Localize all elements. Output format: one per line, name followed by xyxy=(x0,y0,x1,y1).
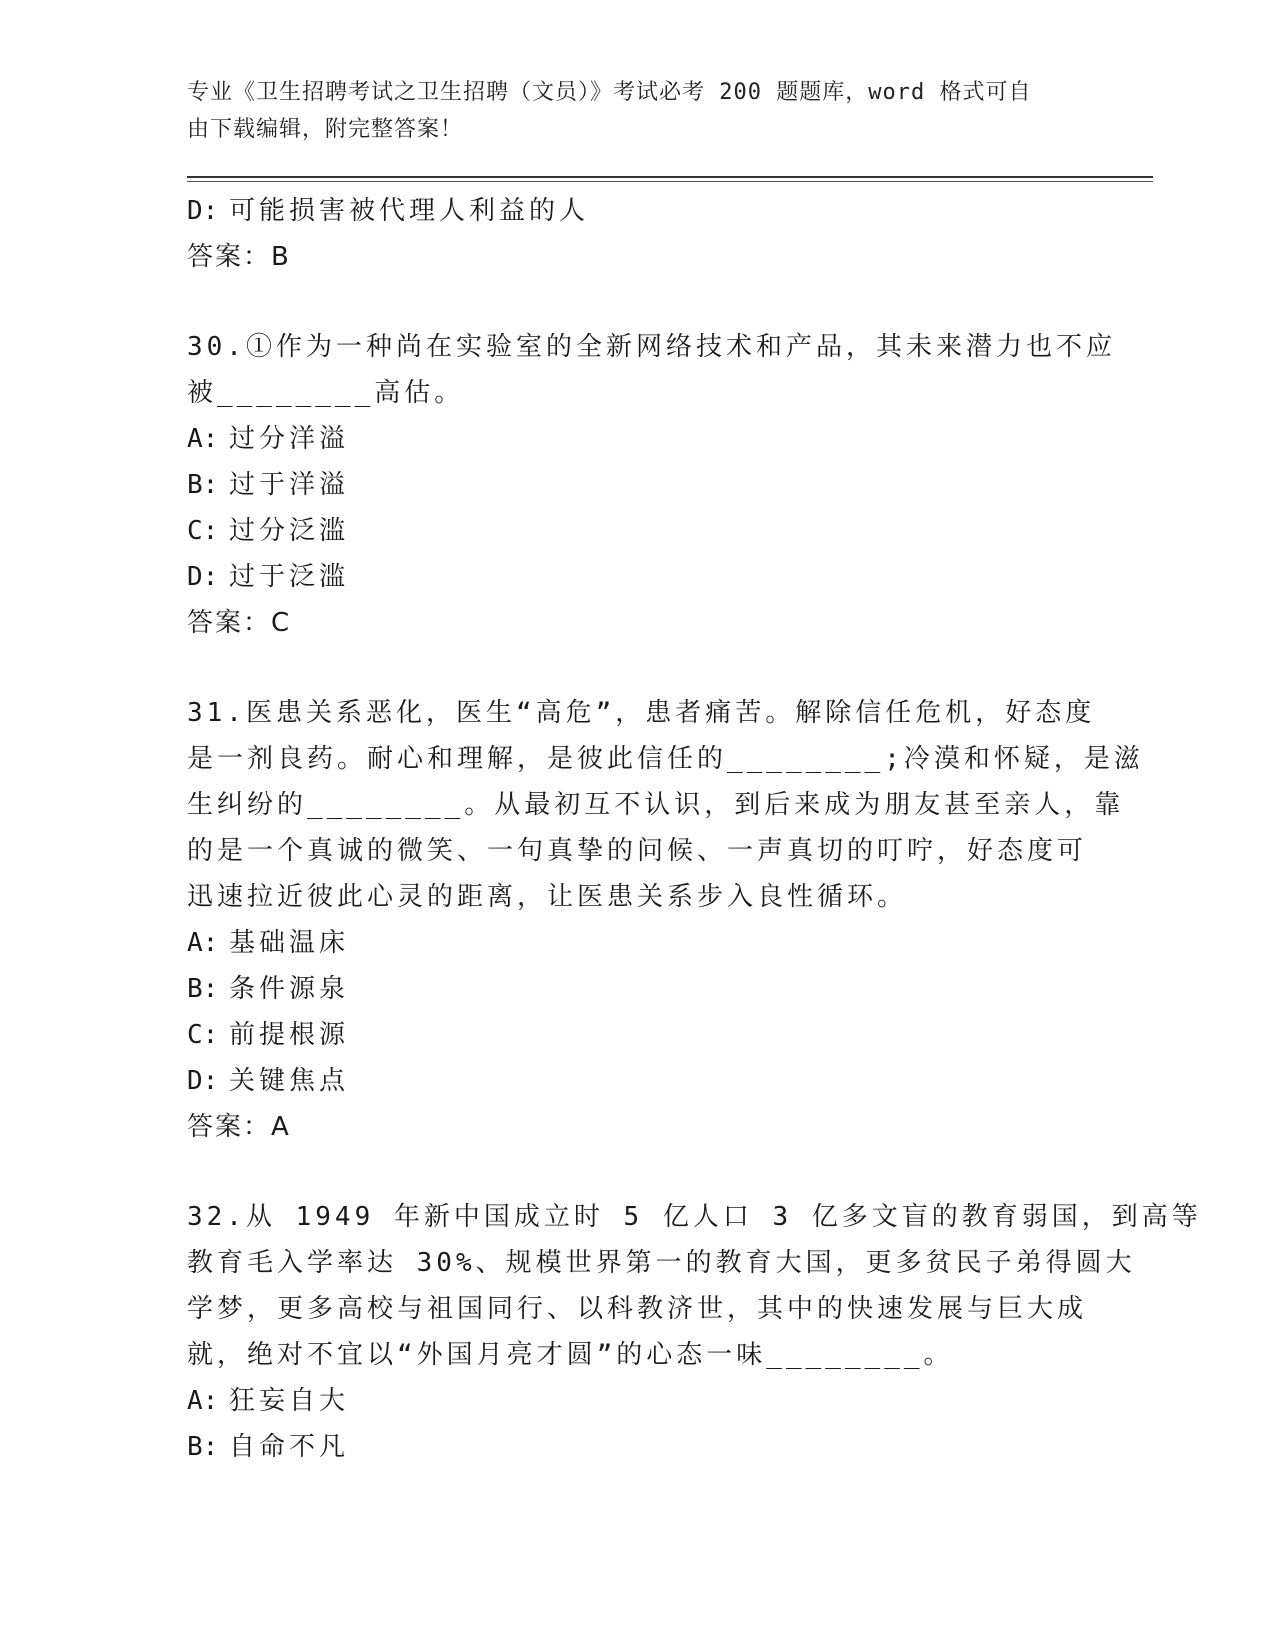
option-text: 自命不凡 xyxy=(229,1432,350,1462)
question-text-line: 32.从 1949 年新中国成立时 5 亿人口 3 亿多文盲的教育弱国，到高等 xyxy=(187,1202,1202,1232)
question-text-line: 生纠纷的________。从最初互不认识，到后来成为朋友甚至亲人，靠 xyxy=(187,790,1125,820)
option-c xyxy=(187,508,1087,554)
option-a xyxy=(187,1378,1087,1424)
header-divider-thick xyxy=(187,176,1153,178)
answer-line: 答案：C xyxy=(187,608,292,638)
option-letter: C: xyxy=(187,516,219,546)
option-text: 过于泛滥 xyxy=(229,562,350,592)
option-a xyxy=(187,920,1087,966)
option-text: 可能损害被代理人利益的人 xyxy=(229,196,590,226)
question-text-line: 30.①作为一种尚在实验室的全新网络技术和产品，其未来潜力也不应 xyxy=(187,332,1116,362)
option-letter: A: xyxy=(187,1386,219,1416)
prev-option-d xyxy=(187,188,1087,234)
document-header xyxy=(187,74,1067,148)
question-text-line: 31.医患关系恶化，医生“高危”，患者痛苦。解除信任危机，好态度 xyxy=(187,698,1096,728)
header-divider-thin xyxy=(187,181,1153,182)
option-letter: D: xyxy=(187,196,219,226)
option-text: 过于洋溢 xyxy=(229,470,350,500)
question-30 xyxy=(187,324,1116,646)
option-letter: C: xyxy=(187,1020,219,1050)
header-line-2: 由下载编辑，附完整答案！ xyxy=(187,117,464,142)
option-b xyxy=(187,1424,1087,1470)
option-text: 狂妄自大 xyxy=(229,1386,350,1416)
question-text-line: 的是一个真诚的微笑、一句真挚的问候、一声真切的叮咛，好态度可 xyxy=(187,836,1088,866)
option-text: 前提根源 xyxy=(229,1020,350,1050)
option-b xyxy=(187,966,1087,1012)
option-letter: D: xyxy=(187,1066,219,1096)
option-b xyxy=(187,462,1087,508)
question-content xyxy=(187,188,1202,1470)
option-letter: B: xyxy=(187,1432,219,1462)
option-text: 过分泛滥 xyxy=(229,516,350,546)
question-text-line: 教育毛入学率达 30%、规模世界第一的教育大国，更多贫民子弟得圆大 xyxy=(187,1248,1136,1278)
option-text: 条件源泉 xyxy=(229,974,350,1004)
question-text-line: 就，绝对不宜以“外国月亮才圆”的心态一味________。 xyxy=(187,1340,954,1370)
option-letter: A: xyxy=(187,928,219,958)
option-a xyxy=(187,416,1087,462)
option-letter: B: xyxy=(187,974,219,1004)
question-text-line: 学梦，更多高校与祖国同行、以科教济世，其中的快速发展与巨大成 xyxy=(187,1294,1088,1324)
question-text-line: 被________高估。 xyxy=(187,378,465,408)
option-d xyxy=(187,1058,1087,1104)
option-text: 关键焦点 xyxy=(229,1066,350,1096)
option-text: 基础温床 xyxy=(229,928,350,958)
option-letter: A: xyxy=(187,424,219,454)
option-letter: D: xyxy=(187,562,219,592)
option-letter: B: xyxy=(187,470,219,500)
prev-answer: 答案：B xyxy=(187,242,291,272)
question-text-line: 迅速拉近彼此心灵的距离，让医患关系步入良性循环。 xyxy=(187,882,908,912)
question-31 xyxy=(187,690,1144,1150)
header-line-1: 专业《卫生招聘考试之卫生招聘（文员）》考试必考 200 题题库，word 格式可自 xyxy=(187,80,1032,105)
question-32 xyxy=(187,1194,1202,1470)
option-text: 过分洋溢 xyxy=(229,424,350,454)
option-c xyxy=(187,1012,1087,1058)
question-text-line: 是一剂良药。耐心和理解，是彼此信任的________;冷漠和怀疑，是滋 xyxy=(187,744,1144,774)
answer-line: 答案：A xyxy=(187,1112,291,1142)
option-d xyxy=(187,554,1087,600)
